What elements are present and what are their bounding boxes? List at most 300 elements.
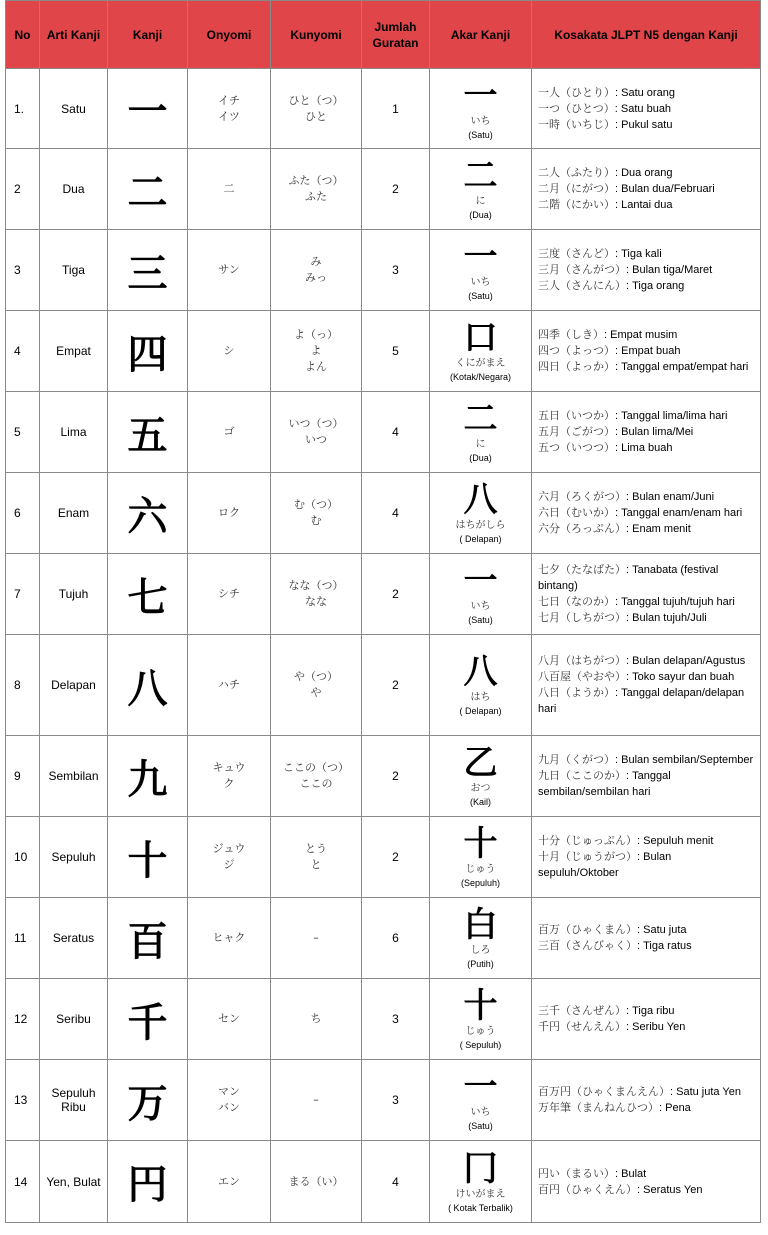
onyomi-line: 二	[223, 182, 235, 195]
kunyomi-line: まる（い）	[288, 1174, 344, 1188]
vocab-item	[538, 197, 754, 213]
vocab-word: 七夕（たなばた）	[538, 563, 626, 576]
radical-glyph: 十	[463, 986, 498, 1026]
onyomi-cell	[188, 817, 271, 898]
kanji-character: 円	[108, 1141, 188, 1223]
kunyomi-cell	[271, 554, 362, 635]
vocab-cell	[532, 979, 761, 1060]
stroke-count: 1	[362, 69, 430, 149]
kunyomi-line: む（つ）	[294, 498, 338, 511]
stroke-count: 3	[362, 230, 430, 311]
vocab-cell	[532, 149, 761, 230]
vocab-meaning: : Satu buah	[614, 102, 672, 115]
vocab-meaning: : Lantai dua	[615, 199, 673, 211]
row-number: 4	[6, 311, 40, 392]
kunyomi-cell	[271, 898, 362, 979]
vocab-item	[538, 1084, 754, 1100]
meaning-cell: Sepuluh	[40, 817, 108, 898]
table-row	[6, 392, 761, 473]
vocab-item	[538, 653, 754, 669]
vocab-meaning: : Seratus Yen	[637, 1183, 703, 1196]
onyomi-line: エン	[218, 1174, 240, 1188]
stroke-count: 5	[362, 311, 430, 392]
vocab-meaning: : Lima buah	[615, 442, 673, 454]
kunyomi-cell	[271, 817, 362, 898]
meaning-cell: Dua	[40, 149, 108, 230]
radical-glyph: 冂	[463, 1148, 498, 1189]
kanji-character: 五	[108, 392, 188, 473]
vocab-meaning: : Seribu Yen	[626, 1021, 686, 1033]
radical-cell	[430, 635, 532, 736]
vocab-item	[538, 440, 754, 456]
vocab-item	[538, 343, 754, 359]
radical-cell	[430, 979, 532, 1060]
radical-cell	[430, 230, 532, 311]
stroke-count: 2	[362, 817, 430, 898]
onyomi-line: ヒャク	[212, 931, 246, 944]
vocab-item	[538, 1166, 754, 1182]
radical-cell	[430, 1141, 532, 1223]
vocab-cell	[532, 1141, 761, 1223]
vocab-cell	[532, 392, 761, 473]
vocab-word: 六月（ろくがつ）	[538, 490, 626, 503]
radical-glyph: 白	[463, 905, 498, 945]
vocab-meaning: : Tiga ratus	[637, 940, 692, 952]
kunyomi-cell	[271, 473, 362, 554]
vocab-cell	[532, 817, 761, 898]
vocab-item	[538, 181, 754, 197]
vocab-word: 円い（まるい）	[538, 1166, 615, 1180]
kanji-character: 四	[108, 311, 188, 392]
kunyomi-line: –	[313, 931, 319, 944]
onyomi-cell	[188, 69, 271, 149]
meaning-cell: Yen, Bulat	[40, 1141, 108, 1223]
vocab-meaning: : Bulat	[615, 1167, 647, 1180]
vocab-word: 六日（むいか）	[538, 506, 615, 519]
radical-reading: くにがまえ	[455, 358, 506, 369]
vocab-cell	[532, 311, 761, 392]
kanji-character: 八	[108, 635, 188, 736]
kanji-character: 三	[108, 230, 188, 311]
vocab-item	[538, 165, 754, 181]
radical-cell	[430, 898, 532, 979]
vocab-word: 四季（しき）	[538, 328, 604, 341]
kunyomi-cell	[271, 1060, 362, 1141]
kunyomi-line: よん	[305, 360, 327, 373]
table-row	[6, 69, 761, 149]
stroke-count: 6	[362, 898, 430, 979]
kunyomi-line: ひと	[305, 109, 327, 123]
vocab-item	[538, 669, 754, 685]
radical-reading: じゅう	[465, 1026, 496, 1037]
row-number: 9	[6, 736, 40, 817]
radical-meaning: (Satu)	[468, 1121, 493, 1131]
vocab-word: 千円（せんえん）	[538, 1020, 626, 1033]
vocab-cell	[532, 69, 761, 149]
kunyomi-cell	[271, 392, 362, 473]
vocab-word: 二階（にかい）	[538, 198, 615, 211]
vocab-meaning: : Bulan tujuh/Juli	[626, 612, 707, 624]
header-kunyomi: Kunyomi	[271, 1, 362, 69]
onyomi-cell	[188, 392, 271, 473]
radical-reading: いち	[470, 1107, 491, 1118]
vocab-meaning: : Bulan lima/Mei	[615, 426, 694, 438]
kanji-character: 万	[108, 1060, 188, 1141]
vocab-cell	[532, 635, 761, 736]
radical-meaning: (Dua)	[469, 453, 492, 463]
vocab-item	[538, 327, 754, 343]
radical-glyph: 一	[463, 561, 498, 601]
vocab-meaning: : Tiga orang	[626, 280, 685, 292]
row-number: 10	[6, 817, 40, 898]
onyomi-line: ク	[223, 777, 235, 790]
radical-cell	[430, 392, 532, 473]
vocab-meaning: : Empat buah	[615, 345, 681, 357]
radical-glyph: 一	[463, 1067, 498, 1107]
radical-reading: おつ	[470, 783, 491, 794]
vocab-word: 百万円（ひゃくまんえん）	[538, 1085, 670, 1098]
vocab-cell	[532, 230, 761, 311]
table-row	[6, 311, 761, 392]
vocab-item	[538, 246, 754, 262]
table-row	[6, 635, 761, 736]
vocab-item	[538, 85, 754, 101]
onyomi-cell	[188, 898, 271, 979]
onyomi-cell	[188, 1141, 271, 1223]
vocab-word: 八百屋（やおや）	[538, 670, 626, 683]
kunyomi-line: と	[310, 858, 322, 871]
vocab-meaning: : Tiga kali	[615, 248, 662, 260]
vocab-word: 三百（さんびゃく）	[538, 939, 637, 952]
meaning-cell: Sepuluh Ribu	[40, 1060, 108, 1141]
vocab-meaning: : Bulan enam/Juni	[626, 491, 715, 503]
row-number: 14	[6, 1141, 40, 1223]
onyomi-line: ゴ	[223, 425, 235, 438]
onyomi-cell	[188, 979, 271, 1060]
radical-meaning: ( Sepuluh)	[459, 1040, 502, 1050]
kanji-character: 百	[108, 898, 188, 979]
vocab-word: 九月（くがつ）	[538, 753, 615, 766]
kunyomi-line: や	[310, 686, 322, 699]
stroke-count: 3	[362, 1060, 430, 1141]
vocab-word: 七日（なのか）	[538, 595, 615, 608]
table-row	[6, 1141, 761, 1223]
vocab-word: 八日（ようか）	[538, 686, 615, 699]
vocab-cell	[532, 1060, 761, 1141]
kunyomi-line: –	[313, 1093, 319, 1106]
kunyomi-cell	[271, 149, 362, 230]
onyomi-line: ロク	[218, 506, 240, 519]
vocab-item	[538, 752, 754, 768]
vocab-item	[538, 685, 754, 717]
radical-glyph: 八	[463, 480, 498, 520]
onyomi-line: マン	[218, 1085, 240, 1098]
vocab-item	[538, 489, 754, 505]
radical-reading: しろ	[470, 945, 491, 956]
vocab-word: 百万（ひゃくまん）	[538, 923, 637, 936]
radical-reading: に	[475, 439, 486, 450]
stroke-count: 4	[362, 1141, 430, 1223]
vocab-item	[538, 521, 754, 537]
vocab-word: 一時（いちじ）	[538, 117, 615, 131]
vocab-cell	[532, 473, 761, 554]
onyomi-line: ハチ	[218, 678, 240, 691]
onyomi-line: サン	[218, 263, 240, 276]
kunyomi-cell	[271, 635, 362, 736]
vocab-item	[538, 922, 754, 938]
vocab-meaning: : Tanggal delapan/delapan hari	[538, 687, 745, 715]
vocab-item	[538, 610, 754, 626]
meaning-cell: Enam	[40, 473, 108, 554]
stroke-count: 2	[362, 149, 430, 230]
vocab-meaning: : Enam menit	[626, 523, 691, 535]
vocab-item	[538, 1182, 754, 1198]
kunyomi-line: や（つ）	[294, 670, 338, 683]
radical-reading: はち	[470, 692, 491, 703]
stroke-count: 4	[362, 392, 430, 473]
row-number: 6	[6, 473, 40, 554]
vocab-word: 万年筆（まんねんひつ）	[538, 1101, 659, 1114]
kunyomi-line: いつ（つ）	[288, 417, 344, 430]
kanji-character: 十	[108, 817, 188, 898]
vocab-item	[538, 833, 754, 849]
vocab-word: 十月（じゅうがつ）	[538, 850, 637, 863]
vocab-meaning: : Tanggal lima/lima hari	[615, 410, 728, 422]
vocab-word: 十分（じゅっぷん）	[538, 834, 637, 847]
kanji-character: 六	[108, 473, 188, 554]
vocab-word: 二人（ふたり）	[538, 166, 615, 179]
header-row	[6, 1, 761, 69]
radical-reading: じゅう	[465, 864, 496, 875]
header-no: No	[6, 1, 40, 69]
vocab-word: 九日（ここのか）	[538, 769, 626, 782]
onyomi-cell	[188, 230, 271, 311]
radical-meaning: (Satu)	[468, 291, 493, 301]
vocab-item	[538, 594, 754, 610]
meaning-cell: Tiga	[40, 230, 108, 311]
vocab-meaning: : Tanggal sembilan/sembilan hari	[538, 770, 671, 798]
header-onyomi: Onyomi	[188, 1, 271, 69]
radical-glyph: 口	[463, 318, 498, 358]
vocab-meaning: : Bulan dua/Februari	[615, 183, 715, 195]
vocab-item	[538, 278, 754, 294]
table-body	[6, 69, 761, 1223]
kunyomi-line: む	[310, 514, 322, 527]
onyomi-cell	[188, 736, 271, 817]
vocab-word: 一つ（ひとつ）	[538, 101, 615, 115]
vocab-item	[538, 849, 754, 881]
header-arti: Arti Kanji	[40, 1, 108, 69]
kanji-character: 七	[108, 554, 188, 635]
stroke-count: 2	[362, 635, 430, 736]
kunyomi-line: ふた	[305, 190, 327, 203]
vocab-cell	[532, 898, 761, 979]
row-number: 8	[6, 635, 40, 736]
radical-reading: けいがまえ	[455, 1188, 506, 1200]
kunyomi-line: ここの	[299, 777, 333, 790]
row-number: 1.	[6, 69, 40, 149]
table-row	[6, 230, 761, 311]
kunyomi-line: よ	[310, 344, 322, 357]
vocab-meaning: : Toko sayur dan buah	[626, 671, 735, 683]
onyomi-cell	[188, 554, 271, 635]
kanji-character: 一	[108, 69, 188, 149]
radical-reading: いち	[470, 601, 491, 612]
vocab-item	[538, 562, 754, 594]
radical-meaning: ( Kotak Terbalik)	[448, 1202, 513, 1213]
onyomi-line: ジ	[223, 858, 235, 871]
kanji-character: 千	[108, 979, 188, 1060]
row-number: 12	[6, 979, 40, 1060]
kunyomi-line: なな（つ）	[288, 579, 344, 592]
header-vocab: Kosakata JLPT N5 dengan Kanji	[532, 1, 761, 69]
kunyomi-cell	[271, 311, 362, 392]
vocab-word: 百円（ひゃくえん）	[538, 1182, 637, 1196]
header-kanji: Kanji	[108, 1, 188, 69]
vocab-item	[538, 1019, 754, 1035]
kanji-character: 二	[108, 149, 188, 230]
meaning-cell: Empat	[40, 311, 108, 392]
radical-reading: に	[475, 196, 486, 207]
vocab-word: 六分（ろっぷん）	[538, 522, 626, 535]
radical-cell	[430, 736, 532, 817]
kunyomi-cell	[271, 1141, 362, 1223]
vocab-meaning: : Sepuluh menit	[637, 835, 714, 847]
radical-reading: いち	[470, 277, 491, 288]
vocab-meaning: : Bulan sembilan/September	[615, 754, 754, 766]
vocab-meaning: : Tanggal empat/empat hari	[615, 361, 749, 373]
vocab-word: 五日（いつか）	[538, 409, 615, 422]
row-number: 13	[6, 1060, 40, 1141]
table-row	[6, 554, 761, 635]
onyomi-line: バン	[218, 1101, 240, 1114]
vocab-word: 五つ（いつつ）	[538, 441, 615, 454]
vocab-meaning: : Satu juta Yen	[670, 1086, 741, 1098]
vocab-word: 四つ（よっつ）	[538, 344, 615, 357]
vocab-meaning: : Pena	[659, 1102, 691, 1114]
radical-glyph: 十	[463, 824, 498, 864]
vocab-word: 一人（ひとり）	[538, 85, 615, 99]
radical-cell	[430, 69, 532, 149]
vocab-item	[538, 938, 754, 954]
kunyomi-cell	[271, 736, 362, 817]
vocab-item	[538, 424, 754, 440]
radical-meaning: (Dua)	[469, 210, 492, 220]
kunyomi-line: ひと（つ）	[288, 93, 344, 107]
kunyomi-line: ふた（つ）	[288, 174, 344, 187]
radical-reading: はちがしら	[455, 520, 506, 531]
radical-meaning: (Kotak/Negara)	[449, 372, 512, 382]
onyomi-cell	[188, 635, 271, 736]
radical-cell	[430, 473, 532, 554]
vocab-word: 三人（さんにん）	[538, 279, 626, 292]
radical-meaning: (Putih)	[467, 959, 494, 969]
kunyomi-line: なな	[305, 595, 327, 608]
vocab-item	[538, 101, 754, 117]
vocab-meaning: : Satu juta	[637, 924, 687, 936]
table-row	[6, 149, 761, 230]
kunyomi-line: み	[310, 255, 322, 268]
stroke-count: 2	[362, 554, 430, 635]
kunyomi-line: よ（っ）	[294, 328, 338, 341]
onyomi-line: セン	[218, 1012, 240, 1025]
meaning-cell: Delapan	[40, 635, 108, 736]
vocab-cell	[532, 554, 761, 635]
vocab-item	[538, 117, 754, 133]
radical-glyph: 八	[463, 652, 498, 692]
row-number: 7	[6, 554, 40, 635]
vocab-meaning: : Tanggal tujuh/tujuh hari	[615, 596, 735, 608]
kanji-table	[5, 0, 761, 1223]
onyomi-line: イツ	[218, 109, 240, 123]
table-row	[6, 1060, 761, 1141]
meaning-cell: Seribu	[40, 979, 108, 1060]
radical-meaning: ( Delapan)	[459, 706, 502, 716]
row-number: 5	[6, 392, 40, 473]
vocab-item	[538, 505, 754, 521]
vocab-meaning: : Bulan tiga/Maret	[626, 264, 713, 276]
vocab-word: 三月（さんがつ）	[538, 263, 626, 276]
onyomi-line: キュウ	[212, 761, 246, 774]
table-row	[6, 736, 761, 817]
table-row	[6, 817, 761, 898]
meaning-cell: Lima	[40, 392, 108, 473]
vocab-word: 五月（ごがつ）	[538, 425, 615, 438]
meaning-cell: Satu	[40, 69, 108, 149]
row-number: 11	[6, 898, 40, 979]
kunyomi-cell	[271, 69, 362, 149]
stroke-count: 4	[362, 473, 430, 554]
onyomi-line: シチ	[218, 587, 240, 600]
vocab-item	[538, 1100, 754, 1116]
kunyomi-cell	[271, 230, 362, 311]
kunyomi-line: いつ	[305, 433, 327, 446]
vocab-cell	[532, 736, 761, 817]
radical-reading: いち	[470, 115, 491, 127]
vocab-word: 八月（はちがつ）	[538, 654, 626, 667]
radical-cell	[430, 554, 532, 635]
header-akar: Akar Kanji	[430, 1, 532, 69]
kunyomi-line: ち	[310, 1012, 322, 1025]
vocab-meaning: : Bulan delapan/Agustus	[626, 655, 746, 667]
radical-meaning: ( Delapan)	[459, 534, 502, 544]
meaning-cell: Seratus	[40, 898, 108, 979]
meaning-cell: Tujuh	[40, 554, 108, 635]
radical-cell	[430, 311, 532, 392]
vocab-item	[538, 408, 754, 424]
onyomi-line: シ	[223, 344, 235, 357]
vocab-meaning: : Bulan sepuluh/Oktober	[538, 851, 672, 879]
meaning-cell: Sembilan	[40, 736, 108, 817]
vocab-meaning: : Dua orang	[615, 167, 673, 179]
vocab-meaning: : Satu orang	[615, 86, 675, 99]
radical-meaning: (Sepuluh)	[460, 878, 501, 888]
stroke-count: 3	[362, 979, 430, 1060]
radical-glyph: 二	[463, 399, 498, 439]
row-number: 2	[6, 149, 40, 230]
vocab-word: 二月（にがつ）	[538, 182, 615, 195]
vocab-word: 四日（よっか）	[538, 360, 615, 373]
onyomi-cell	[188, 149, 271, 230]
table-row	[6, 979, 761, 1060]
stroke-count: 2	[362, 736, 430, 817]
kunyomi-line: とう	[305, 842, 327, 855]
vocab-word: 三度（さんど）	[538, 247, 615, 260]
vocab-word: 三千（さんぜん）	[538, 1004, 626, 1017]
vocab-word: 七月（しちがつ）	[538, 611, 626, 624]
vocab-meaning: : Tanabata (festival bintang)	[538, 564, 719, 592]
kunyomi-line: みっ	[305, 271, 327, 284]
